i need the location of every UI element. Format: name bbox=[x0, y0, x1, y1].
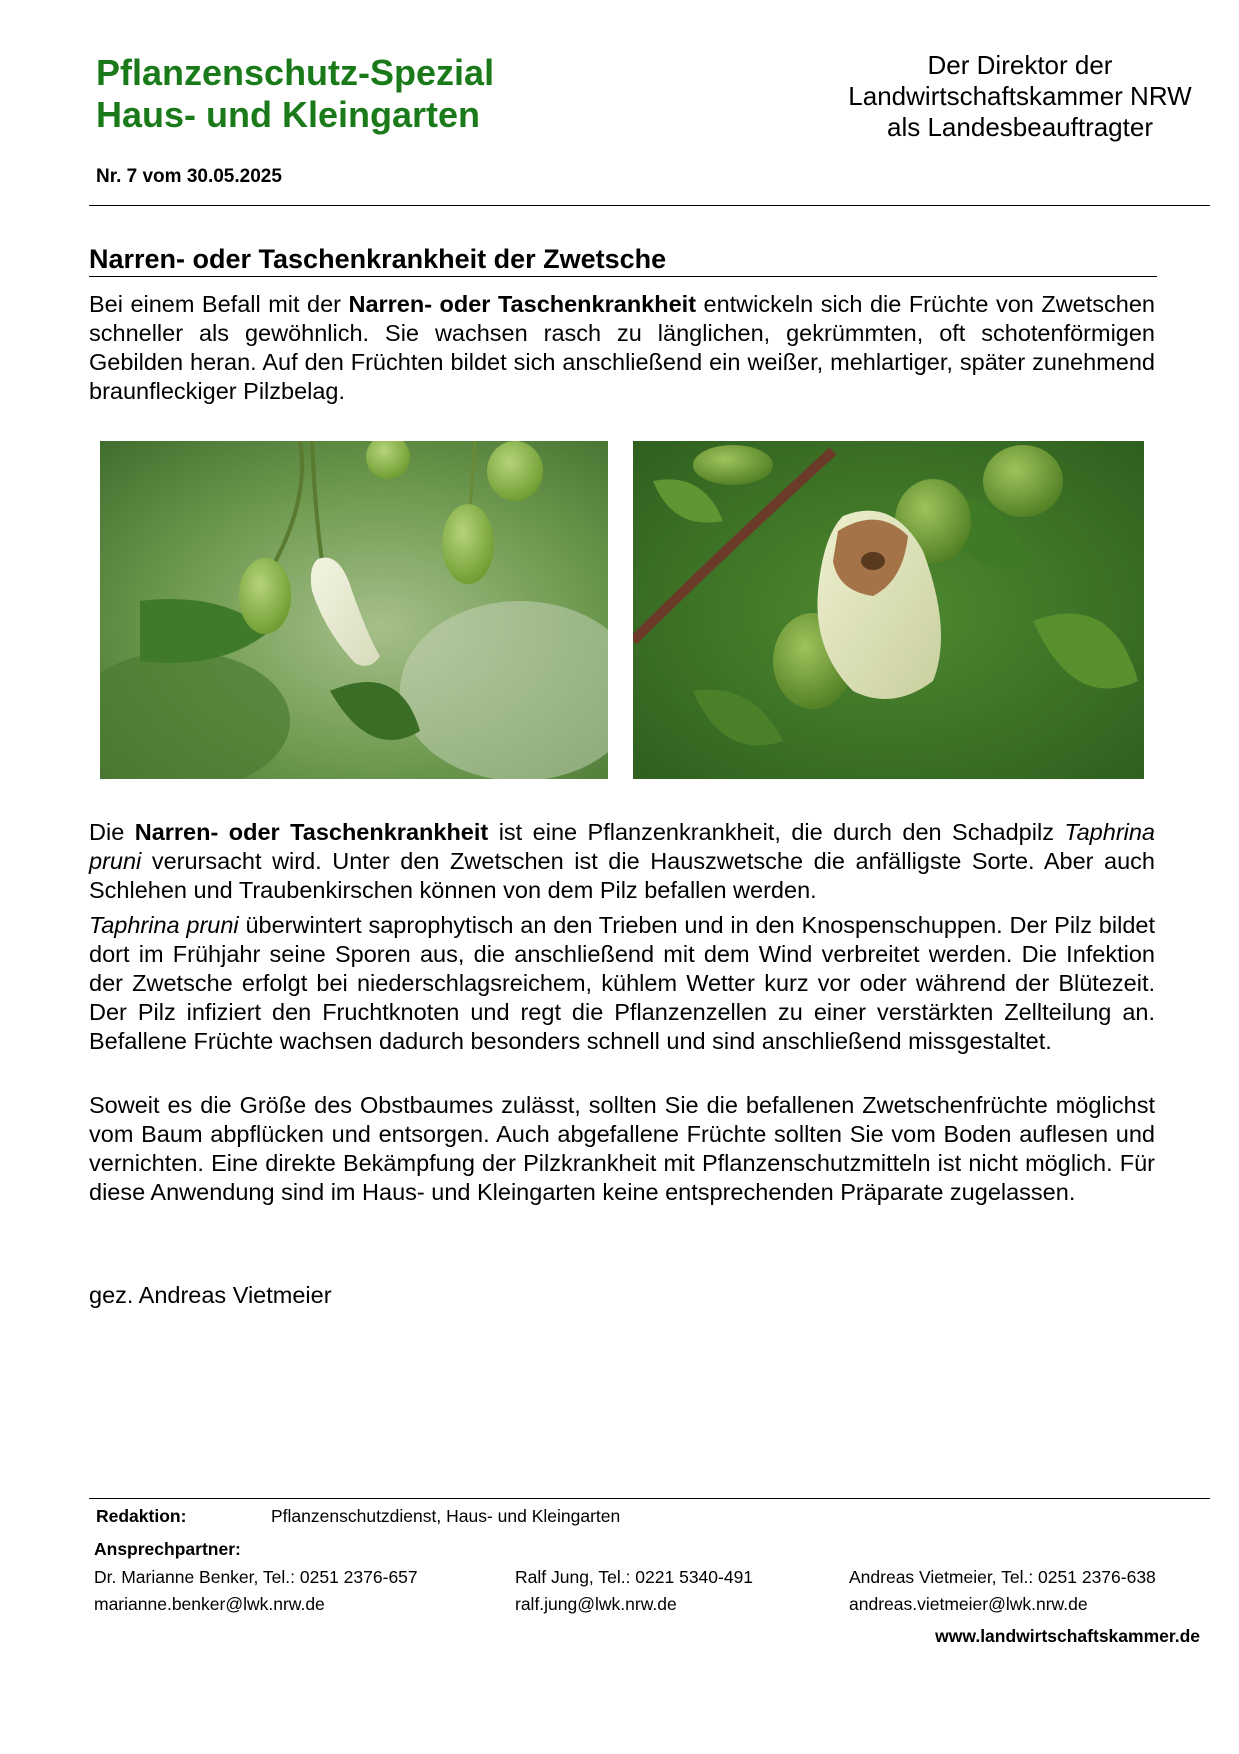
contact-card bbox=[94, 1566, 418, 1615]
control-paragraph: Soweit es die Größe des Obstbaumes zulässt, sollten Sie die befallenen Zwetschenfrüchte möglichst vom Baum abpflücken und entsorgen. Auch abgefallene Früchte sollten Sie vom Boden auflesen und vernichten. Eine direkte Bekämpfung der Pilzkrankheit mit Pflanzenschutzmitteln ist nicht möglich. Für diese Anwendung sind im Haus- und Kleingarten keine entsprechenden Präparate zugelassen. bbox=[89, 1092, 1155, 1205]
photo-infected-plum bbox=[633, 441, 1144, 779]
website-link[interactable]: www.landwirtschaftskammer.de bbox=[935, 1626, 1200, 1646]
contact-email[interactable]: ralf.jung@lwk.nrw.de bbox=[515, 1594, 677, 1614]
issuer-line1: Der Direktor der bbox=[927, 50, 1113, 80]
para2-text-pre: Die bbox=[89, 819, 135, 845]
issuer-line2: Landwirtschaftskammer NRW bbox=[848, 81, 1192, 111]
issuer-line3: als Landesbeauftragter bbox=[887, 112, 1153, 142]
contact-email[interactable]: marianne.benker@lwk.nrw.de bbox=[94, 1594, 325, 1614]
newsletter-title-line1: Pflanzenschutz-Spezial bbox=[96, 52, 495, 93]
photo-elongated-plum bbox=[100, 441, 608, 779]
para2-species-name: Taphrina pruni bbox=[89, 819, 1155, 874]
lifecycle-paragraph bbox=[89, 911, 1155, 1056]
disease-paragraph bbox=[89, 818, 1155, 905]
intro-paragraph bbox=[89, 290, 1155, 406]
issue-number: Nr. 7 vom 30.05.2025 bbox=[96, 166, 282, 187]
intro-text-post: entwickeln sich die Früchte von Zwetschen schneller als gewöhnlich. Sie wachsen rasch zu länglichen, gekrümmten, oft schotenförmigen Gebilden heran. Auf den Früchten bildet sich anschließend ein weißer, mehlartiger, später zunehmend braunfleckiger Pilzbelag. bbox=[89, 291, 1155, 404]
signature: gez. Andreas Vietmeier bbox=[89, 1282, 332, 1308]
header-divider bbox=[89, 205, 1210, 206]
contact-name: Dr. Marianne Benker, Tel.: 0251 2376-657 bbox=[94, 1567, 418, 1587]
redaktion-label: Redaktion: bbox=[96, 1506, 187, 1526]
contact-card bbox=[849, 1566, 1156, 1615]
redaktion-value: Pflanzenschutzdienst, Haus- und Kleingarten bbox=[271, 1506, 621, 1526]
contact-name: Andreas Vietmeier, Tel.: 0251 2376-638 bbox=[849, 1567, 1156, 1587]
title-underline bbox=[89, 276, 1157, 277]
contacts-label: Ansprechpartner: bbox=[94, 1539, 241, 1559]
newsletter-title-line2: Haus- und Kleingarten bbox=[96, 94, 481, 135]
para2-disease-name: Narren- oder Taschenkrankheit bbox=[134, 819, 489, 845]
intro-disease-name: Narren- oder Taschenkrankheit bbox=[348, 291, 697, 317]
footer-divider bbox=[89, 1498, 1210, 1499]
issuer-block bbox=[830, 50, 1210, 143]
newsletter-title bbox=[96, 52, 494, 136]
para3-text-post: überwintert saprophytisch an den Trieben und in den Knospenschuppen. Der Pilz bildet dort im Frühjahr seine Sporen aus, die anschließend mit dem Wind verbreitet werden. Die Infektion der Zwetsche erfolgt bei niederschlagsreichem, kühlem Wetter kurz vor oder während der Blütezeit. Der Pilz infiziert den Fruchtknoten und regt die Pflanzenzellen zu einer verstärkten Zellteilung an. Befallene Früchte wachsen dadurch besonders schnell und sind anschließend missgestaltet. bbox=[89, 912, 1155, 1054]
contact-email[interactable]: andreas.vietmeier@lwk.nrw.de bbox=[849, 1594, 1088, 1614]
para3-species-name: Taphrina pruni bbox=[89, 912, 239, 938]
para2-text-mid: ist eine Pflanzenkrankheit, die durch den Schadpilz bbox=[488, 819, 1065, 845]
contact-name: Ralf Jung, Tel.: 0221 5340-491 bbox=[515, 1567, 754, 1587]
intro-text-pre: Bei einem Befall mit der bbox=[89, 291, 349, 317]
article-title: Narren- oder Taschenkrankheit der Zwetsche bbox=[89, 244, 667, 274]
contact-card bbox=[515, 1566, 753, 1615]
para2-text-post: verursacht wird. Unter den Zwetschen ist die Hauszwetsche die anfälligste Sorte. Aber auch Schlehen und Traubenkirschen können von dem Pilz befallen werden. bbox=[89, 848, 1155, 903]
